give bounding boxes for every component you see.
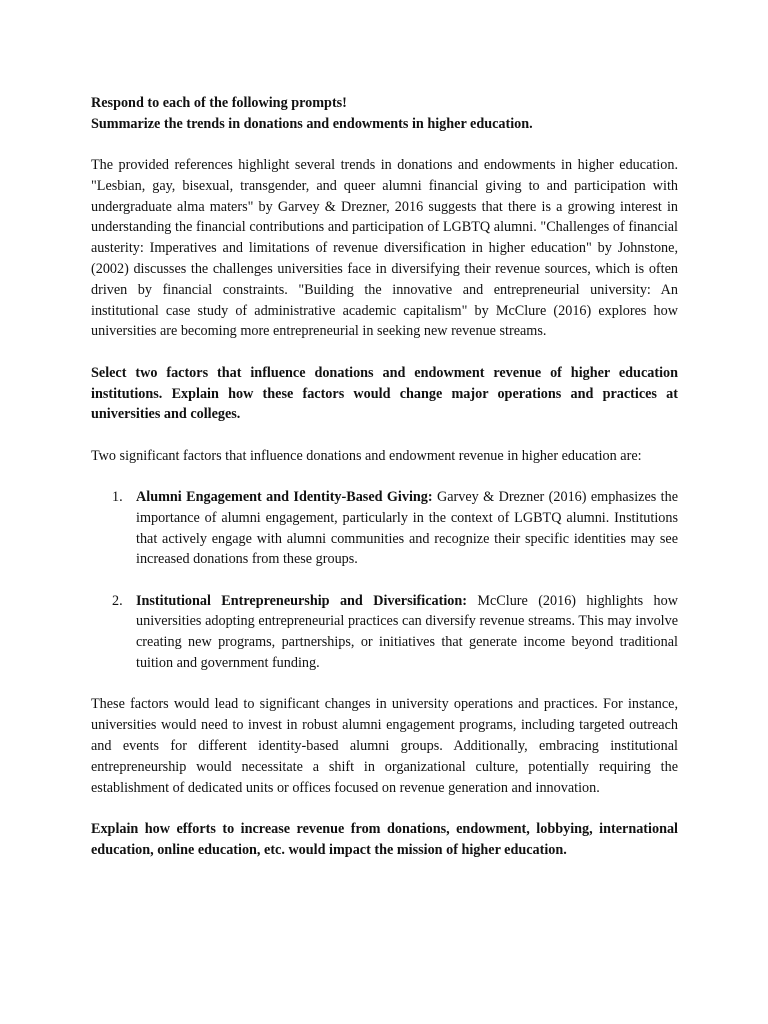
factor-item-1 bbox=[91, 487, 678, 570]
factor-item-2 bbox=[91, 591, 678, 674]
factor-title: Alumni Engagement and Identity-Based Giving: bbox=[136, 488, 433, 505]
mission-prompt: Explain how efforts to increase revenue from donations, endowment, lobbying, international education, online education, etc. would impact the mission of higher education. bbox=[91, 820, 678, 858]
prompt-heading bbox=[91, 93, 678, 135]
factor-title: Institutional Entrepreneurship and Diversification: bbox=[136, 592, 467, 609]
factor-number: 1. bbox=[112, 488, 123, 505]
factors-list bbox=[91, 487, 678, 674]
trends-paragraph: The provided references highlight several trends in donations and endowments in higher education. "Lesbian, gay, bisexual, transgender, and queer alumni financial giving to and participation with undergraduate alma maters" by Garvey & Drezner, 2016 suggests that there is a growing interest in understanding the financial contributions and participation of LGBTQ alumni. "Challenges of financial austerity: Imperatives and limitations of revenue diversification in higher education" by Johnstone, (2002) discusses the challenges universities face in diversifying their revenue sources, which is often driven by financial constraints. "Building the innovative and entrepreneurial university: An institutional case study of administrative academic capitalism" by McClure (2016) explores how universities are becoming more entrepreneurial in seeking new revenue streams. bbox=[91, 157, 678, 340]
heading-line-2: Summarize the trends in donations and endowments in higher education. bbox=[91, 115, 533, 132]
factors-prompt: Select two factors that influence donations and endowment revenue of higher education institutions. Explain how these factors would change major operations and practices at universities and colleges. bbox=[91, 364, 678, 423]
factors-intro: Two significant factors that influence donations and endowment revenue in higher education are: bbox=[91, 447, 642, 464]
operations-paragraph: These factors would lead to significant changes in university operations and practices. For instance, universities would need to invest in robust alumni engagement programs, including targeted outreach and events for different identity-based alumni groups. Additionally, embracing institutional entrepreneurship would necessitate a shift in organizational culture, potentially requiring the establishment of dedicated units or offices focused on revenue generation and innovation. bbox=[91, 696, 678, 796]
factor-text: Garvey & Drezner (2016) emphasizes the importance of alumni engagement, particularly in the context of LGBTQ alumni. Institutions that actively engage with alumni communities and recognize their specific identities may see increased donations from these groups. bbox=[136, 488, 678, 568]
factor-text: McClure (2016) highlights how universities adopting entrepreneurial practices can diversify revenue streams. This may involve creating new programs, partnerships, or initiatives that generate income beyond traditional tuition and government funding. bbox=[136, 592, 678, 672]
factor-number: 2. bbox=[112, 592, 123, 609]
heading-line-1: Respond to each of the following prompts! bbox=[91, 95, 347, 111]
